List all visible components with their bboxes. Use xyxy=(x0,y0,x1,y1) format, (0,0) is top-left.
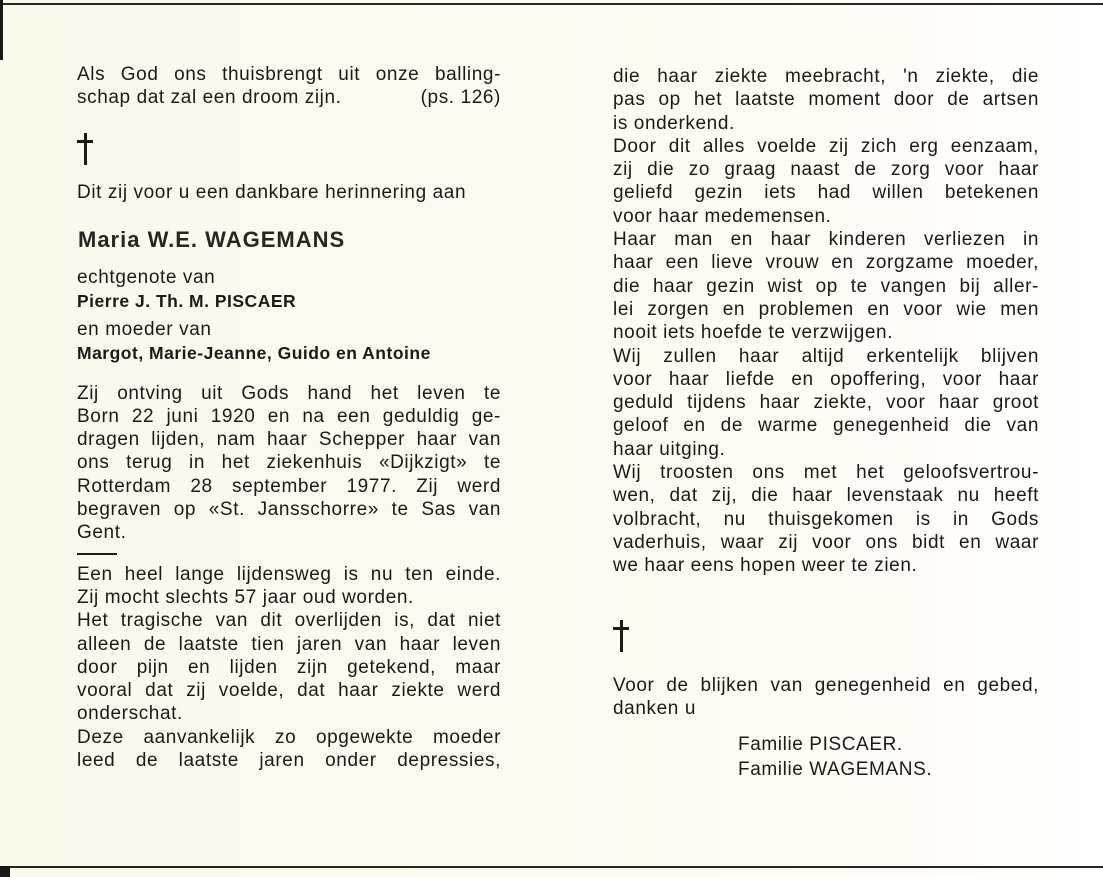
text-line: voor haar medemensen. xyxy=(613,205,832,227)
spouse-intro: echtgenote van xyxy=(77,266,216,288)
signature-piscaer: Familie PISCAER. xyxy=(738,734,903,756)
text-line: Wij troosten ons met het geloofsvertrou- xyxy=(613,462,1039,484)
text-line: nooit iets hoefde te verzwijgen. xyxy=(613,322,894,344)
text-line: is onderkend. xyxy=(613,112,735,134)
spouse-name: Pierre J. Th. M. PISCAER xyxy=(77,290,297,311)
biography-line: Born 22 juni 1920 en na een geduldig ge- xyxy=(77,405,501,427)
text-line: Haar man en haar kinderen verliezen in xyxy=(613,229,1039,251)
right-column xyxy=(613,65,1039,782)
text-line: zij die zo graag naast de zorg voor haar xyxy=(613,159,1039,181)
text-line: geliefd gezin iets had willen betekenen xyxy=(613,182,1039,204)
text-line: Deze aanvankelijk zo opgewekte moeder xyxy=(77,726,501,748)
epigraph xyxy=(77,63,501,110)
text-line: die haar ziekte meebracht, 'n ziekte, die xyxy=(613,66,1039,87)
text-line: voor haar liefde en opoffering, voor haar xyxy=(613,368,1039,390)
card-left-edge xyxy=(0,0,3,60)
biography xyxy=(77,382,501,545)
text-line: vooral dat zij voelde, dat haar ziekte werd xyxy=(77,680,501,702)
epigraph-last-line xyxy=(77,86,501,109)
epigraph-citation: (ps. 126) xyxy=(420,87,501,109)
epigraph-line: schap dat zal een droom zijn. xyxy=(77,87,342,109)
text-block-3 xyxy=(77,726,501,773)
thanks xyxy=(613,674,1039,721)
biography-line: Gent. xyxy=(77,522,127,544)
text-line: geduld tijdens haar ziekte, voor haar groot xyxy=(613,392,1039,414)
text-line: Het tragische van dit overlijden is, dat niet xyxy=(77,610,501,632)
text-line: alleen de laatste tien jaren van haar leven xyxy=(77,633,501,655)
text-line: pas op het laatste moment door de artsen xyxy=(613,89,1039,111)
text-line: we haar eens hopen weer te zien. xyxy=(613,555,918,577)
text-block-2 xyxy=(77,609,501,725)
paragraph-5 xyxy=(613,461,1039,577)
children-names: Margot, Marie-Jeanne, Guido en Antoine xyxy=(77,342,431,363)
biography-line: begraven op «St. Jansschorre» te Sas van xyxy=(77,499,501,521)
text-line: die haar gezin wist op te vangen bij aller- xyxy=(613,275,1039,297)
children-intro: en moeder van xyxy=(77,318,212,340)
text-line: volbracht, nu thuisgekomen is in Gods xyxy=(613,508,1039,530)
thanks-line: danken u xyxy=(613,697,696,719)
text-line: vaderhuis, waar zij voor ons bidt en waar xyxy=(613,531,1039,553)
text-line: geloof en de warme genegenheid die van xyxy=(613,415,1039,437)
paragraph-3 xyxy=(613,228,1039,344)
biography-line: Zij ontving uit Gods hand het leven te xyxy=(77,382,501,404)
biography-line: ons terug in het ziekenhuis «Dijkzigt» te xyxy=(77,452,501,474)
card-bottom-corner xyxy=(0,866,10,877)
biography-line: dragen lijden, nam haar Schepper haar van xyxy=(77,429,501,451)
section-divider xyxy=(77,553,117,555)
cross-icon xyxy=(613,620,629,652)
text-block-1 xyxy=(77,563,501,610)
text-line: wen, dat zij, die haar levenstaak nu heeft xyxy=(613,485,1039,507)
left-column xyxy=(77,63,501,772)
text-line: onderschat. xyxy=(77,703,183,725)
card-bottom-edge xyxy=(0,866,1103,868)
paragraph-4 xyxy=(613,345,1039,461)
text-line: lei zorgen en problemen en voor wie men xyxy=(613,298,1039,320)
text-line: door pijn en lijden zijn getekend, maar xyxy=(77,656,501,678)
text-line: Wij zullen haar altijd erkentelijk blijven xyxy=(613,345,1039,367)
text-line: Door dit alles voelde zij zich erg eenzaam, xyxy=(613,135,1039,157)
epigraph-line: Als God ons thuisbrengt uit onze balling- xyxy=(77,64,501,85)
paragraph-2 xyxy=(613,135,1039,228)
text-line: Een heel lange lijdensweg is nu ten einde. xyxy=(77,563,501,585)
signature-wagemans: Familie WAGEMANS. xyxy=(738,759,933,781)
dedication: Dit zij voor u een dankbare herinnering aan xyxy=(77,181,467,203)
text-line: leed de laatste jaren onder depressies, xyxy=(77,750,501,772)
text-line: haar uitging. xyxy=(613,438,726,460)
text-line: haar een lieve vrouw en zorgzame moeder, xyxy=(613,252,1039,274)
deceased-name: Maria W.E. WAGEMANS xyxy=(78,226,346,252)
biography-line: Rotterdam 28 september 1977. Zij werd xyxy=(77,475,501,497)
paragraph-1 xyxy=(613,65,1039,135)
text-line: Zij mocht slechts 57 jaar oud worden. xyxy=(77,586,414,608)
card-top-edge xyxy=(0,3,1103,5)
cross-icon xyxy=(77,133,93,165)
signatures xyxy=(613,732,1039,782)
thanks-line: Voor de blijken van genegenheid en gebed, xyxy=(613,674,1039,696)
